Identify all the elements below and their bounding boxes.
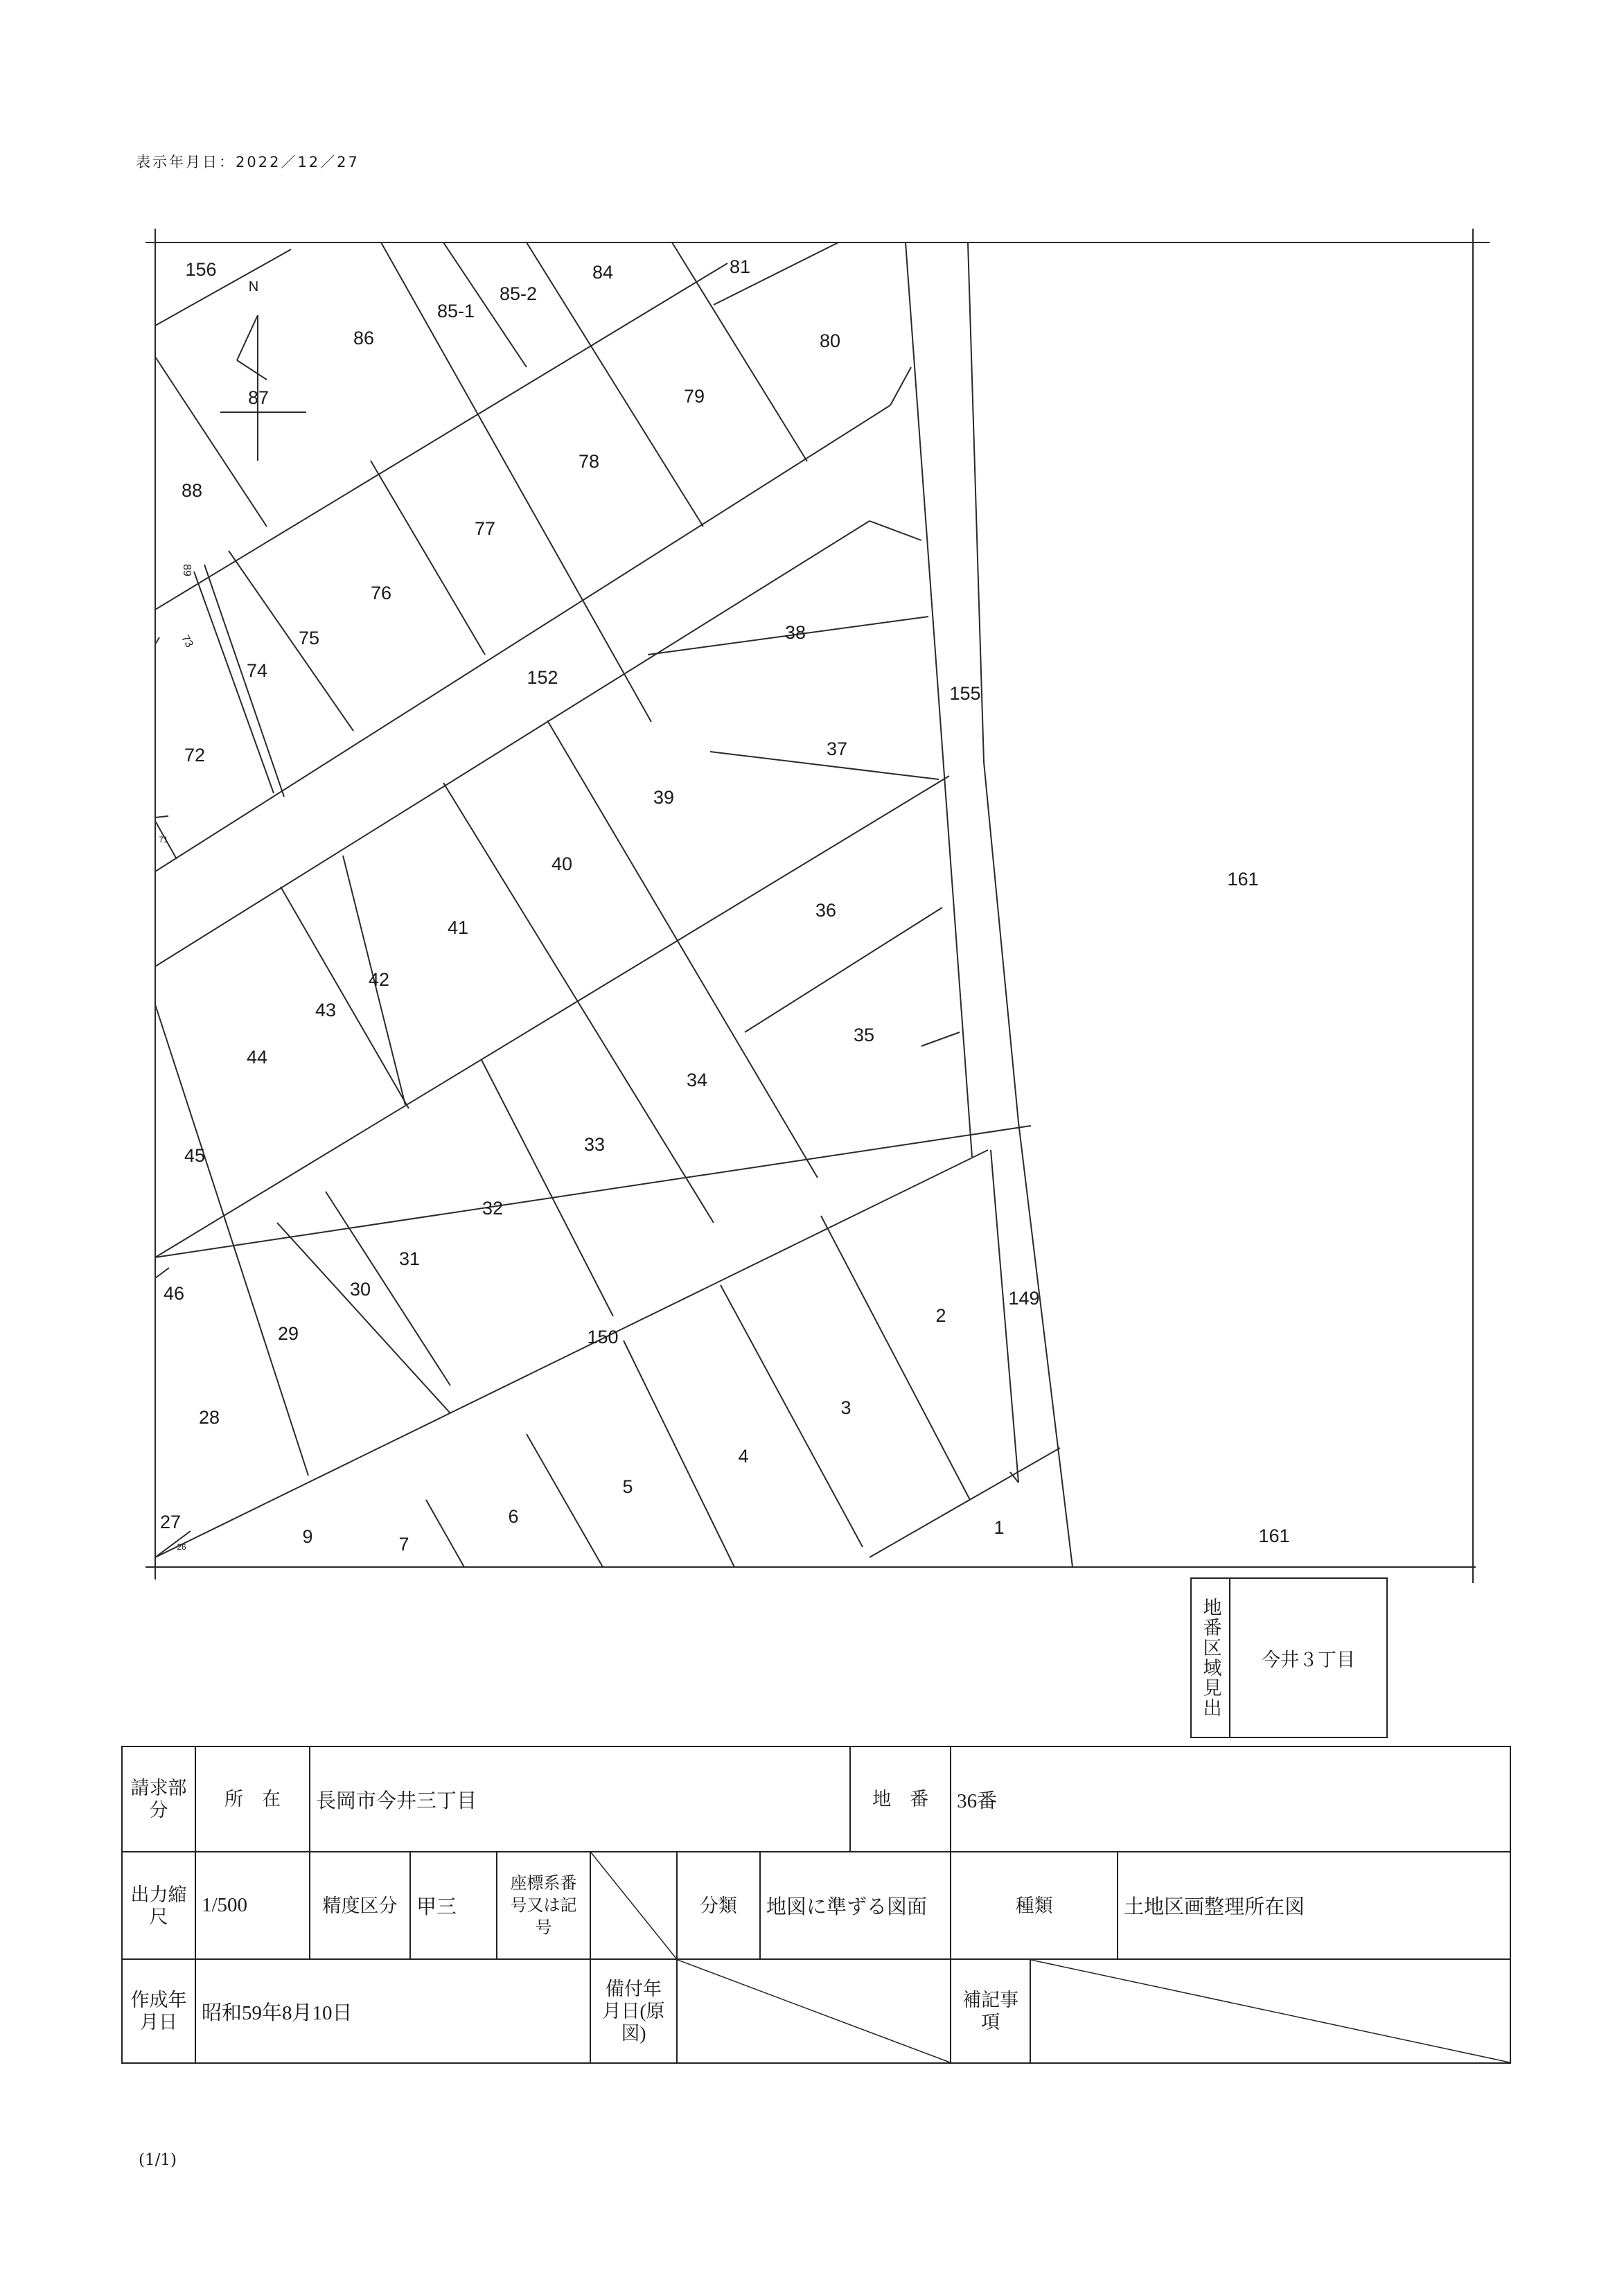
- parcel-30: 30: [349, 1279, 371, 1300]
- parcel-36: 36: [815, 900, 837, 921]
- parcel-9: 9: [302, 1526, 313, 1547]
- parcel-3: 3: [840, 1397, 851, 1418]
- location-label: 所 在: [224, 1789, 281, 1810]
- parcel-74: 74: [246, 660, 268, 681]
- parcel-41: 41: [447, 917, 469, 938]
- parcel-75: 75: [298, 628, 320, 648]
- parcel-80: 80: [819, 330, 841, 351]
- scale-label: 出力縮尺: [130, 1884, 187, 1927]
- attached-label: 備付年月日(原図): [602, 1979, 665, 2044]
- parcel-5: 5: [622, 1476, 633, 1497]
- parcel-2: 2: [935, 1305, 946, 1326]
- parcel-26: 26: [177, 1542, 186, 1552]
- lot-label: 地 番: [872, 1789, 929, 1810]
- parcel-43: 43: [315, 1000, 337, 1020]
- parcel-77: 77: [474, 518, 496, 539]
- type-value: 土地区画整理所在図: [1124, 1896, 1305, 1918]
- road-149: 149: [1008, 1288, 1040, 1309]
- parcel-7: 7: [398, 1534, 409, 1555]
- parcel-84: 84: [592, 262, 614, 283]
- parcel-28: 28: [198, 1407, 220, 1428]
- category-label: 分類: [700, 1895, 737, 1916]
- lot-value: 36番: [957, 1789, 998, 1812]
- north-label: N: [248, 279, 259, 294]
- parcel-29: 29: [277, 1323, 299, 1344]
- note-label: 補記事項: [962, 1990, 1019, 2033]
- parcel-42: 42: [368, 969, 390, 990]
- type-label: 種類: [1015, 1895, 1053, 1916]
- attached-value-empty: [677, 1959, 951, 2063]
- parcel-31: 31: [398, 1248, 421, 1269]
- parcel-39: 39: [653, 787, 675, 808]
- parcel-32: 32: [482, 1198, 504, 1219]
- road-155: 155: [949, 683, 981, 704]
- parcel-89: 89: [181, 564, 193, 576]
- parcel-34: 34: [686, 1070, 708, 1090]
- scale-value: 1/500: [202, 1894, 248, 1916]
- parcel-81: 81: [729, 256, 751, 277]
- page-count: (1/1): [139, 2151, 177, 2169]
- road-150: 150: [587, 1327, 619, 1347]
- area-index-box: [1190, 1577, 1388, 1738]
- parcel-45: 45: [184, 1145, 206, 1166]
- parcel-37: 37: [826, 738, 848, 759]
- parcel-86: 86: [353, 328, 375, 348]
- precision-value: 甲三: [416, 1896, 457, 1918]
- parcel-72: 72: [184, 745, 206, 766]
- note-value-empty: [1030, 1959, 1510, 2063]
- location-value: 長岡市今井三丁目: [316, 1789, 477, 1812]
- parcel-4: 4: [738, 1446, 749, 1467]
- parcel-161-bottom: 161: [1258, 1525, 1290, 1546]
- parcel-85-1: 85-1: [436, 301, 475, 321]
- info-table: [121, 1746, 1511, 2064]
- coord-value-empty: [590, 1852, 677, 1959]
- parcel-79: 79: [683, 386, 705, 407]
- parcel-87: 87: [247, 387, 270, 408]
- created-label: 作成年月日: [130, 1990, 187, 2033]
- category-value: 地図に準ずる図面: [766, 1896, 928, 1918]
- created-value: 昭和59年8月10日: [202, 2001, 353, 2024]
- area-index-label: 地番区域見出: [1199, 1598, 1221, 1718]
- parcel-1: 1: [994, 1517, 1005, 1538]
- request-label: 請求部分: [130, 1778, 187, 1821]
- parcel-76: 76: [370, 583, 392, 603]
- parcel-71: 71: [159, 835, 168, 844]
- parcel-161: 161: [1227, 869, 1259, 890]
- parcel-44: 44: [246, 1047, 268, 1068]
- parcel-35: 35: [853, 1025, 875, 1045]
- area-index-name: 今井３丁目: [1262, 1649, 1355, 1671]
- coord-label: 座標系番号又は記号: [510, 1874, 577, 1937]
- parcel-40: 40: [551, 853, 573, 874]
- parcel-6: 6: [508, 1506, 519, 1527]
- parcel-88: 88: [181, 480, 203, 501]
- precision-label: 精度区分: [322, 1895, 398, 1916]
- parcel-33: 33: [583, 1134, 606, 1155]
- parcel-46: 46: [163, 1283, 185, 1304]
- parcel-38: 38: [784, 622, 806, 643]
- parcel-85-2: 85-2: [499, 283, 538, 304]
- display-date: 表示年月日：2022／12／27: [136, 154, 360, 170]
- parcel-156: 156: [185, 259, 217, 280]
- parcel-73: 73: [179, 633, 195, 650]
- parcel-27: 27: [159, 1512, 182, 1532]
- parcel-78: 78: [578, 451, 600, 472]
- road-152: 152: [527, 667, 558, 688]
